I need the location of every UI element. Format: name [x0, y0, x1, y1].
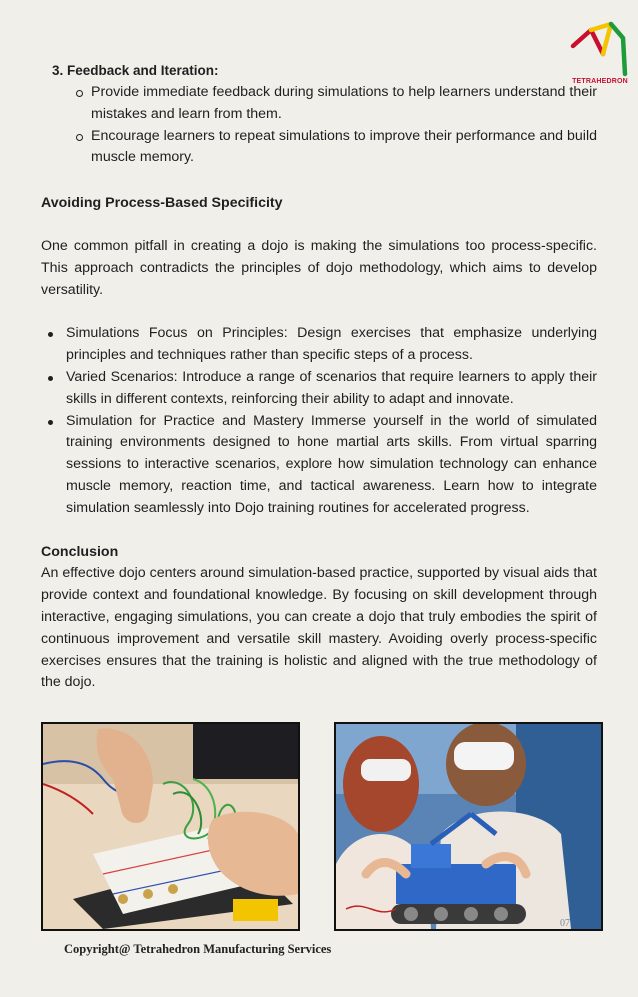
list-item: Provide immediate feedback during simulations to help learners understand their mistakes and learn from them. [91, 82, 597, 126]
logo-wordmark: TETRAHEDRON [572, 78, 628, 85]
intro-paragraph: One common pitfall in creating a dojo is making the simulations too process-specific. This approach contradicts the principles of dojo methodology, which aims to develop versatility. [41, 237, 597, 298]
footer-copyright: Copyright@ Tetrahedron Manufacturing Services [64, 942, 332, 956]
principles-list [41, 323, 597, 519]
page-content [41, 60, 597, 694]
list-item: Varied Scenarios: Introduce a range of scenarios that require learners to apply their skills in different contexts, reinforcing their ability to adapt and innovate. [66, 367, 597, 411]
conclusion-paragraph: An effective dojo centers around simulation-based practice, supported by visual aids that provide context and foundational knowledge. By focusing on skill development through interactive, engaging simulations, you can create a dojo that truly embodies the spirit of continuous improvement and versatile skill mastery. Avoiding overly process-specific exercises ensures that the training is holistic and aligned with the true methodology of the dojo. [41, 565, 597, 691]
list-item: Simulation for Practice and Mastery Immerse yourself in the world of simulated training environments designed to hone martial arts skills. From virtual sparring sessions to interactive scenarios, explore how simulation technology can enhance muscle memory, reaction time, and tactical awareness. Learn how to integrate simulation seamlessly into Dojo training routines for accelerated progress. [66, 411, 597, 520]
breadboard-photo [41, 722, 300, 931]
vr-robotics-photo-icon [336, 724, 601, 929]
section-heading: Avoiding Process-Based Specificity [41, 195, 283, 212]
conclusion-heading: Conclusion [41, 543, 119, 560]
feedback-heading: 3. Feedback and Iteration: [52, 63, 219, 78]
page-number: 07 [560, 918, 570, 929]
feedback-list [41, 82, 597, 169]
list-item: Encourage learners to repeat simulations to improve their performance and build muscle memory. [91, 126, 597, 170]
breadboard-photo-icon [43, 724, 298, 929]
list-item: Simulations Focus on Principles: Design exercises that emphasize underlying principles and techniques rather than specific steps of a process. [66, 323, 597, 367]
vr-robotics-photo [334, 722, 603, 931]
